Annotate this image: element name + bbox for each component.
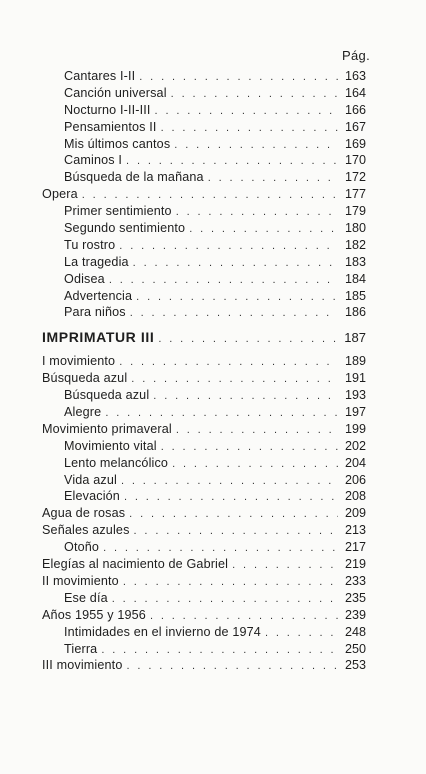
toc-entry-page-number: 202	[344, 438, 366, 453]
toc-entry	[42, 472, 366, 489]
toc-entry-title: Odisea	[64, 271, 105, 286]
dot-leader	[171, 86, 338, 103]
toc-entry-page-number: 164	[344, 85, 366, 100]
toc-entry	[42, 169, 366, 186]
toc-entry-title: Opera	[42, 187, 78, 202]
toc-entry-title: Canción universal	[64, 85, 167, 100]
toc-entry-title: Elevación	[64, 489, 120, 504]
dot-leader	[139, 69, 338, 86]
toc-entry-title: Búsqueda azul	[42, 371, 128, 386]
toc-entry	[42, 421, 366, 438]
toc-entry-title: Alegre	[64, 405, 102, 420]
page-column-label: Pág.	[342, 48, 370, 63]
dot-leader	[176, 204, 338, 221]
toc-entry-page-number: 239	[344, 607, 366, 622]
toc-entry-title: La tragedia	[64, 254, 129, 269]
toc-entry	[42, 102, 366, 119]
dot-leader	[121, 473, 338, 490]
toc-entry	[42, 119, 366, 136]
toc-entry-page-number: 191	[344, 371, 366, 386]
toc-entry-title: Mis últimos cantos	[64, 136, 171, 151]
toc-entry	[42, 624, 366, 641]
toc-entry	[42, 522, 366, 539]
toc-entry-page-number: 167	[344, 119, 366, 134]
toc-entry-page-number: 217	[344, 540, 366, 555]
toc-entry-page-number: 193	[344, 388, 366, 403]
toc-entry	[42, 404, 366, 421]
toc-entry-page-number: 199	[344, 421, 366, 436]
toc-entry-page-number: 233	[344, 573, 366, 588]
toc-entry-title: Intimidades en el invierno de 1974	[64, 624, 261, 639]
toc-entry	[42, 220, 366, 237]
toc-entry-title: Tu rostro	[64, 237, 116, 252]
toc-entry-page-number: 179	[344, 204, 366, 219]
dot-leader	[189, 221, 338, 238]
toc-entry-title: Nocturno I-II-III	[64, 102, 151, 117]
toc-entry-page-number: 184	[344, 271, 366, 286]
toc-entry-title: III movimiento	[42, 658, 123, 673]
toc-entry-page-number: 169	[344, 136, 366, 151]
toc-entry-page-number: 219	[344, 557, 366, 572]
toc-entry-title: Advertencia	[64, 288, 133, 303]
toc-entry	[42, 353, 366, 370]
dot-leader	[155, 103, 338, 120]
dot-leader	[133, 255, 338, 272]
dot-leader	[158, 329, 338, 349]
toc-entry-page-number: 166	[344, 102, 366, 117]
toc-entry	[42, 657, 366, 674]
table-of-contents	[42, 68, 366, 674]
dot-leader	[153, 388, 338, 405]
toc-entry	[42, 68, 366, 85]
dot-leader	[119, 354, 338, 371]
dot-leader	[129, 506, 338, 523]
toc-entry-page-number: 170	[344, 153, 366, 168]
dot-leader	[150, 608, 338, 625]
toc-entry-page-number: 180	[344, 221, 366, 236]
dot-leader	[124, 489, 338, 506]
toc-entry-title: Tierra	[64, 641, 98, 656]
dot-leader	[134, 523, 338, 540]
toc-entry-page-number: 248	[344, 624, 366, 639]
toc-entry-page-number: 213	[344, 523, 366, 538]
toc-entry-title: Otoño	[64, 540, 100, 555]
toc-entry	[42, 152, 366, 169]
toc-entry-page-number: 253	[344, 658, 366, 673]
toc-entry-title: I movimiento	[42, 354, 116, 369]
toc-entry-page-number: 204	[344, 455, 366, 470]
toc-entry-page-number: 182	[344, 237, 366, 252]
toc-entry-title: Elegías al nacimiento de Gabriel	[42, 557, 229, 572]
toc-entry	[42, 370, 366, 387]
toc-entry	[42, 641, 366, 658]
dot-leader	[232, 557, 338, 574]
dot-leader	[176, 422, 338, 439]
toc-entry-page-number: 209	[344, 506, 366, 521]
toc-entry	[42, 387, 366, 404]
toc-entry-title: Pensamientos II	[64, 119, 157, 134]
toc-entry-title: Movimiento primaveral	[42, 421, 172, 436]
toc-entry-page-number: 208	[344, 489, 366, 504]
toc-entry-title: Ese día	[64, 590, 108, 605]
toc-entry-page-number: 189	[344, 354, 366, 369]
toc-entry-title: Lento melancólico	[64, 455, 169, 470]
toc-entry-page-number: 206	[344, 472, 366, 487]
toc-entry-title: II movimiento	[42, 573, 119, 588]
toc-entry	[42, 271, 366, 288]
toc-entry-page-number: 183	[344, 254, 366, 269]
toc-entry-page-number: 172	[344, 170, 366, 185]
toc-entry-title: Movimiento vital	[64, 438, 157, 453]
toc-entry	[42, 136, 366, 153]
toc-entry	[42, 539, 366, 556]
toc-entry	[42, 607, 366, 624]
dot-leader	[103, 540, 338, 557]
toc-entry-title: Señales azules	[42, 523, 130, 538]
toc-entry	[42, 556, 366, 573]
dot-leader	[123, 574, 338, 591]
toc-entry-page-number: 187	[344, 330, 366, 346]
toc-entry-title: Vida azul	[64, 472, 117, 487]
toc-entry-page-number: 197	[344, 405, 366, 420]
toc-entry-page-number: 163	[344, 69, 366, 83]
toc-entry	[42, 455, 366, 472]
toc-entry-title: Años 1955 y 1956	[42, 607, 146, 622]
toc-entry-page-number: 250	[344, 641, 366, 656]
toc-entry	[42, 237, 366, 254]
dot-leader	[119, 238, 338, 255]
toc-entry-title: Caminos I	[64, 153, 123, 168]
dot-leader	[101, 642, 338, 659]
toc-entry	[42, 505, 366, 522]
dot-leader	[208, 170, 338, 187]
toc-entry-page-number: 186	[344, 305, 366, 320]
dot-leader	[105, 405, 338, 422]
toc-entry-page-number: 185	[344, 288, 366, 303]
dot-leader	[127, 658, 339, 675]
dot-leader	[82, 187, 338, 204]
dot-leader	[172, 456, 338, 473]
toc-entry-title: IMPRIMATUR III	[42, 329, 155, 346]
dot-leader	[131, 371, 338, 388]
dot-leader	[174, 137, 338, 154]
toc-entry	[42, 85, 366, 102]
toc-entry	[42, 573, 366, 590]
toc-entry	[42, 438, 366, 455]
toc-entry	[42, 288, 366, 305]
toc-section-heading	[42, 327, 366, 347]
toc-entry-title: Para niños	[64, 305, 126, 320]
dot-leader	[161, 120, 338, 137]
toc-entry-title: Búsqueda azul	[64, 388, 150, 403]
toc-entry	[42, 254, 366, 271]
toc-entry-page-number: 235	[344, 590, 366, 605]
toc-entry	[42, 590, 366, 607]
dot-leader	[161, 439, 338, 456]
dot-leader	[112, 591, 338, 608]
dot-leader	[126, 153, 338, 170]
toc-entry-title: Primer sentimiento	[64, 204, 172, 219]
toc-entry	[42, 488, 366, 505]
dot-leader	[130, 305, 338, 322]
toc-entry-title: Segundo sentimiento	[64, 221, 186, 236]
toc-entry-title: Agua de rosas	[42, 506, 126, 521]
toc-entry-page-number: 177	[344, 187, 366, 202]
toc-entry-title: Búsqueda de la mañana	[64, 170, 204, 185]
dot-leader	[265, 625, 338, 642]
toc-entry	[42, 304, 366, 321]
dot-leader	[109, 272, 338, 289]
toc-entry-title: Cantares I-II	[64, 69, 136, 83]
toc-entry	[42, 186, 366, 203]
toc-entry	[42, 203, 366, 220]
dot-leader	[136, 289, 338, 306]
